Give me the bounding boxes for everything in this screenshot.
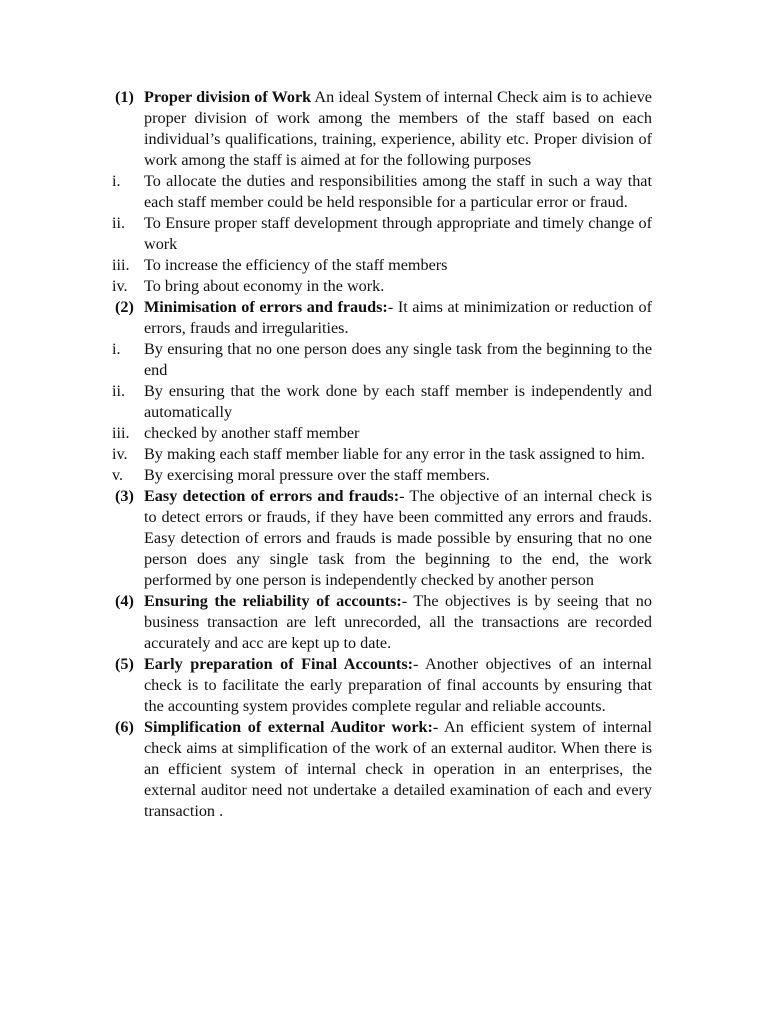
list-text: By ensuring that the work done by each staff member is independently and automatically — [144, 382, 652, 421]
list-item — [112, 339, 652, 381]
section-text: - It aims at minimization or reduction of errors, frauds and irregularities. — [144, 298, 652, 337]
section-text: An ideal System of internal Check aim is to achieve proper division of work among the members of the staff based on each individual’s qualifications, training, experience, ability etc. Proper division of work among the staff is aimed at for the following purposes — [144, 88, 652, 169]
section-body — [144, 591, 652, 654]
list-item — [112, 171, 652, 213]
list-marker: i. — [112, 172, 121, 190]
list-marker: ii. — [112, 382, 126, 400]
section-text: - Another objectives of an internal check is to facilitate the early preparation of final accounts by ensuring that the accounting system provides complete regular and reliable accounts. — [144, 655, 652, 715]
section-3 — [112, 486, 652, 591]
section-heading: Minimisation of errors and frauds: — [144, 298, 388, 316]
section-body — [144, 486, 652, 591]
list-item — [112, 213, 652, 255]
list-marker: iv. — [112, 277, 128, 295]
section-heading: Ensuring the reliability of accounts: — [144, 592, 402, 610]
section-number: (3) — [115, 487, 134, 505]
section-1 — [112, 87, 652, 171]
list-item — [112, 255, 652, 276]
section-body — [144, 87, 652, 171]
list-item — [112, 444, 652, 465]
list-marker: iii. — [112, 256, 130, 274]
section-number: (2) — [115, 298, 134, 316]
section-text: - An efficient system of internal check aims at simplification of the work of an external auditor. When there is an efficient system of internal check in operation in an enterprises, the external auditor need not undertake a detailed examination of each and every transaction . — [144, 718, 652, 820]
section-heading: Proper division of Work — [144, 88, 312, 106]
list-item — [112, 381, 652, 423]
list-item — [112, 465, 652, 486]
list-text: By making each staff member liable for any error in the task assigned to him. — [144, 445, 645, 463]
section-4 — [112, 591, 652, 654]
section-text: - The objective of an internal check is to detect errors or frauds, if they have been committed any errors and frauds. Easy detection of errors and frauds is made possible by ensuring that no one person does any single task from the beginning to the end, the work performed by one person is independently checked by another person — [144, 487, 652, 589]
list-marker: ii. — [112, 214, 126, 232]
section-number: (1) — [115, 88, 134, 106]
list-text: To increase the efficiency of the staff members — [144, 256, 448, 274]
section-heading: Early preparation of Final Accounts: — [144, 655, 414, 673]
list-text: To allocate the duties and responsibilities among the staff in such a way that each staff member could be held responsible for a particular error or fraud. — [144, 172, 652, 211]
section-number: (5) — [115, 655, 134, 673]
list-marker: v. — [112, 466, 124, 484]
list-text: To bring about economy in the work. — [144, 277, 385, 295]
section-body — [144, 717, 652, 822]
section-6 — [112, 717, 652, 822]
list-item — [112, 423, 652, 444]
list-text: To Ensure proper staff development through appropriate and timely change of work — [144, 214, 652, 253]
list-text: checked by another staff member — [144, 424, 360, 442]
list-text: By ensuring that no one person does any single task from the beginning to the end — [144, 340, 652, 379]
list-marker: iii. — [112, 424, 130, 442]
section-body — [144, 654, 652, 717]
list-marker: i. — [112, 340, 121, 358]
list-text: By exercising moral pressure over the staff members. — [144, 466, 490, 484]
section-number: (6) — [115, 718, 134, 736]
section-text: - The objectives is by seeing that no business transaction are left unrecorded, all the transactions are recorded accurately and acc are kept up to date. — [144, 592, 652, 652]
list-marker: iv. — [112, 445, 128, 463]
section-body — [144, 297, 652, 339]
document-page — [112, 87, 652, 822]
section-heading: Easy detection of errors and frauds: — [144, 487, 400, 505]
list-item — [112, 276, 652, 297]
section-5 — [112, 654, 652, 717]
section-number: (4) — [115, 592, 134, 610]
section-2 — [112, 297, 652, 339]
section-heading: Simplification of external Auditor work: — [144, 718, 433, 736]
